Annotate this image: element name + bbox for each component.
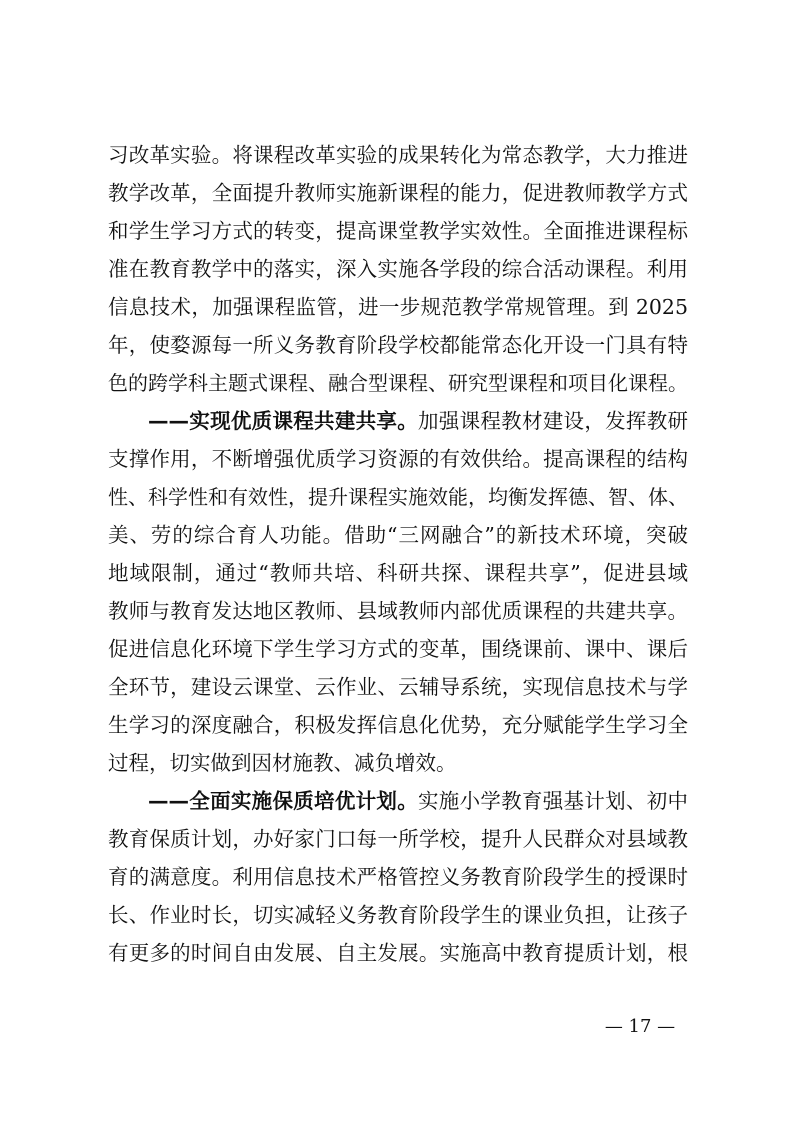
body-line: 教师与教育发达地区教师、县域教师内部优质课程的共建共享。 — [108, 599, 688, 623]
page-number: — 17 — — [604, 1016, 676, 1037]
body-line: 过程，切实做到因材施教、减负增效。 — [108, 751, 457, 775]
body-line: 年，使婺源每一所义务教育阶段学校都能常态化开设一门具有特 — [108, 333, 688, 357]
body-line: 教学改革，全面提升教师实施新课程的能力，促进教师教学方式 — [108, 181, 688, 205]
body-line: 信息技术，加强课程监管，进一步规范教学常规管理。到 2025 — [108, 295, 688, 319]
section-heading-line — [148, 408, 688, 434]
body-line: 性、科学性和有效性，提升课程实施效能，均衡发挥德、智、体、 — [108, 485, 688, 509]
body-line: 和学生学习方式的转变，提高课堂教学实效性。全面推进课程标 — [108, 219, 688, 243]
body-line: 支撑作用，不断增强优质学习资源的有效供给。提高课程的结构 — [108, 447, 688, 471]
body-text: 实施小学教育强基计划、初中 — [418, 789, 688, 813]
body-line: 全环节，建设云课堂、云作业、云辅导系统，实现信息技术与学 — [108, 675, 688, 699]
body-line: 色的跨学科主题式课程、融合型课程、研究型课程和项目化课程。 — [108, 371, 688, 395]
body-line: 习改革实验。将课程改革实验的成果转化为常态教学，大力推进 — [108, 143, 688, 167]
body-line: 长、作业时长，切实减轻义务教育阶段学生的课业负担，让孩子 — [108, 903, 688, 927]
body-line: 生学习的深度融合，积极发挥信息化优势，充分赋能学生学习全 — [108, 713, 688, 737]
body-line: 育的满意度。利用信息技术严格管控义务教育阶段学生的授课时 — [108, 865, 688, 889]
section-heading: ——实现优质课程共建共享。 — [148, 409, 418, 433]
body-line: 地域限制，通过“教师共培、科研共探、课程共享”，促进县域 — [108, 561, 688, 585]
body-line: 美、劳的综合育人功能。借助“三网融合”的新技术环境，突破 — [108, 523, 688, 547]
body-line: 教育保质计划，办好家门口每一所学校，提升人民群众对县域教 — [108, 827, 688, 851]
body-line: 有更多的时间自由发展、自主发展。实施高中教育提质计划，根 — [108, 941, 688, 965]
section-heading: ——全面实施保质培优计划。 — [148, 789, 418, 813]
body-text: 加强课程教材建设，发挥教研 — [418, 409, 688, 433]
body-line: 促进信息化环境下学生学习方式的变革，围绕课前、课中、课后 — [108, 637, 688, 661]
body-line: 准在教育教学中的落实，深入实施各学段的综合活动课程。利用 — [108, 257, 688, 281]
section-heading-line — [148, 788, 688, 814]
